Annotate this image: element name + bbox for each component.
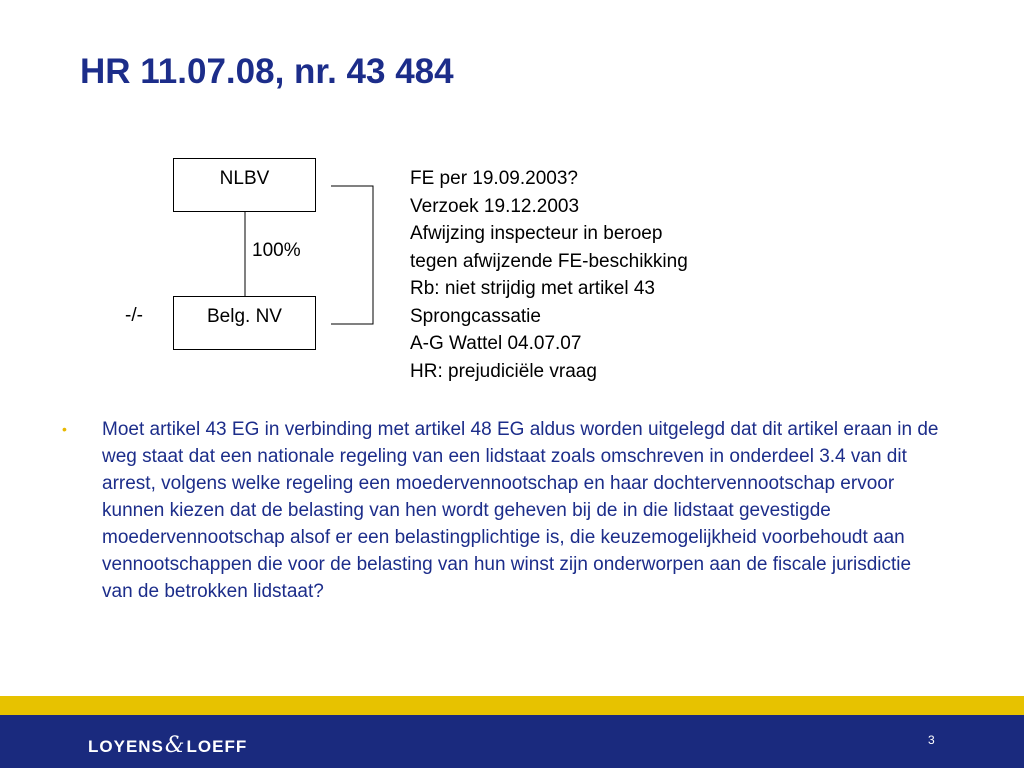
fact-item: A-G Wattel 04.07.07 <box>410 333 582 354</box>
logo-text-left: LOYENS <box>88 737 164 756</box>
bullet-icon: • <box>62 421 67 437</box>
fact-item: Afwijzing inspecteur in beroep <box>410 223 663 244</box>
entity-box-belg-nv: Belg. NV <box>173 296 316 350</box>
fact-item: Rb: niet strijdig met artikel 43 <box>410 278 655 299</box>
preliminary-question <box>62 416 942 605</box>
fiscal-unity-bracket <box>331 186 373 324</box>
page-number: 3 <box>928 733 935 747</box>
fact-item: Sprongcassatie <box>410 305 541 327</box>
loyens-loeff-logo <box>88 733 247 758</box>
logo-text-right: LOEFF <box>186 737 248 756</box>
fact-item: tegen afwijzende FE-beschikking <box>410 250 688 272</box>
neutral-marker: -/- <box>125 305 143 326</box>
slide-title: HR 11.07.08, nr. 43 484 <box>80 52 454 91</box>
fact-item: HR: prejudiciële vraag <box>410 360 597 382</box>
fact-item: FE per 19.09.2003? <box>410 168 578 189</box>
ownership-percentage: 100% <box>252 240 301 261</box>
logo-ampersand: & <box>164 733 186 758</box>
fact-item: Verzoek 19.12.2003 <box>410 195 580 217</box>
footer-accent-bar <box>0 696 1024 715</box>
entity-box-nlbv: NLBV <box>173 158 316 212</box>
case-facts-list <box>410 165 688 385</box>
question-text: Moet artikel 43 EG in verbinding met artikel 48 EG aldus worden uitgelegd dat dit artikel eraan in de weg staat dat een nationale regeling van een lidstaat zoals omschreven in onderdeel 3.4 van dit arrest, volgens welke regeling een moedervennootschap en haar dochtervennootschap ervoor kunnen kiezen dat de belasting van hen wordt geheven bij de in die lidstaat gevestigde moedervennootschap alsof er een belastingplichtige is, die keuzemogelijkheid voorbehoudt aan vennootschappen die voor de belasting van hun winst zijn onderworpen aan de fiscale jurisdictie van de betrokken lidstaat? <box>102 419 939 602</box>
